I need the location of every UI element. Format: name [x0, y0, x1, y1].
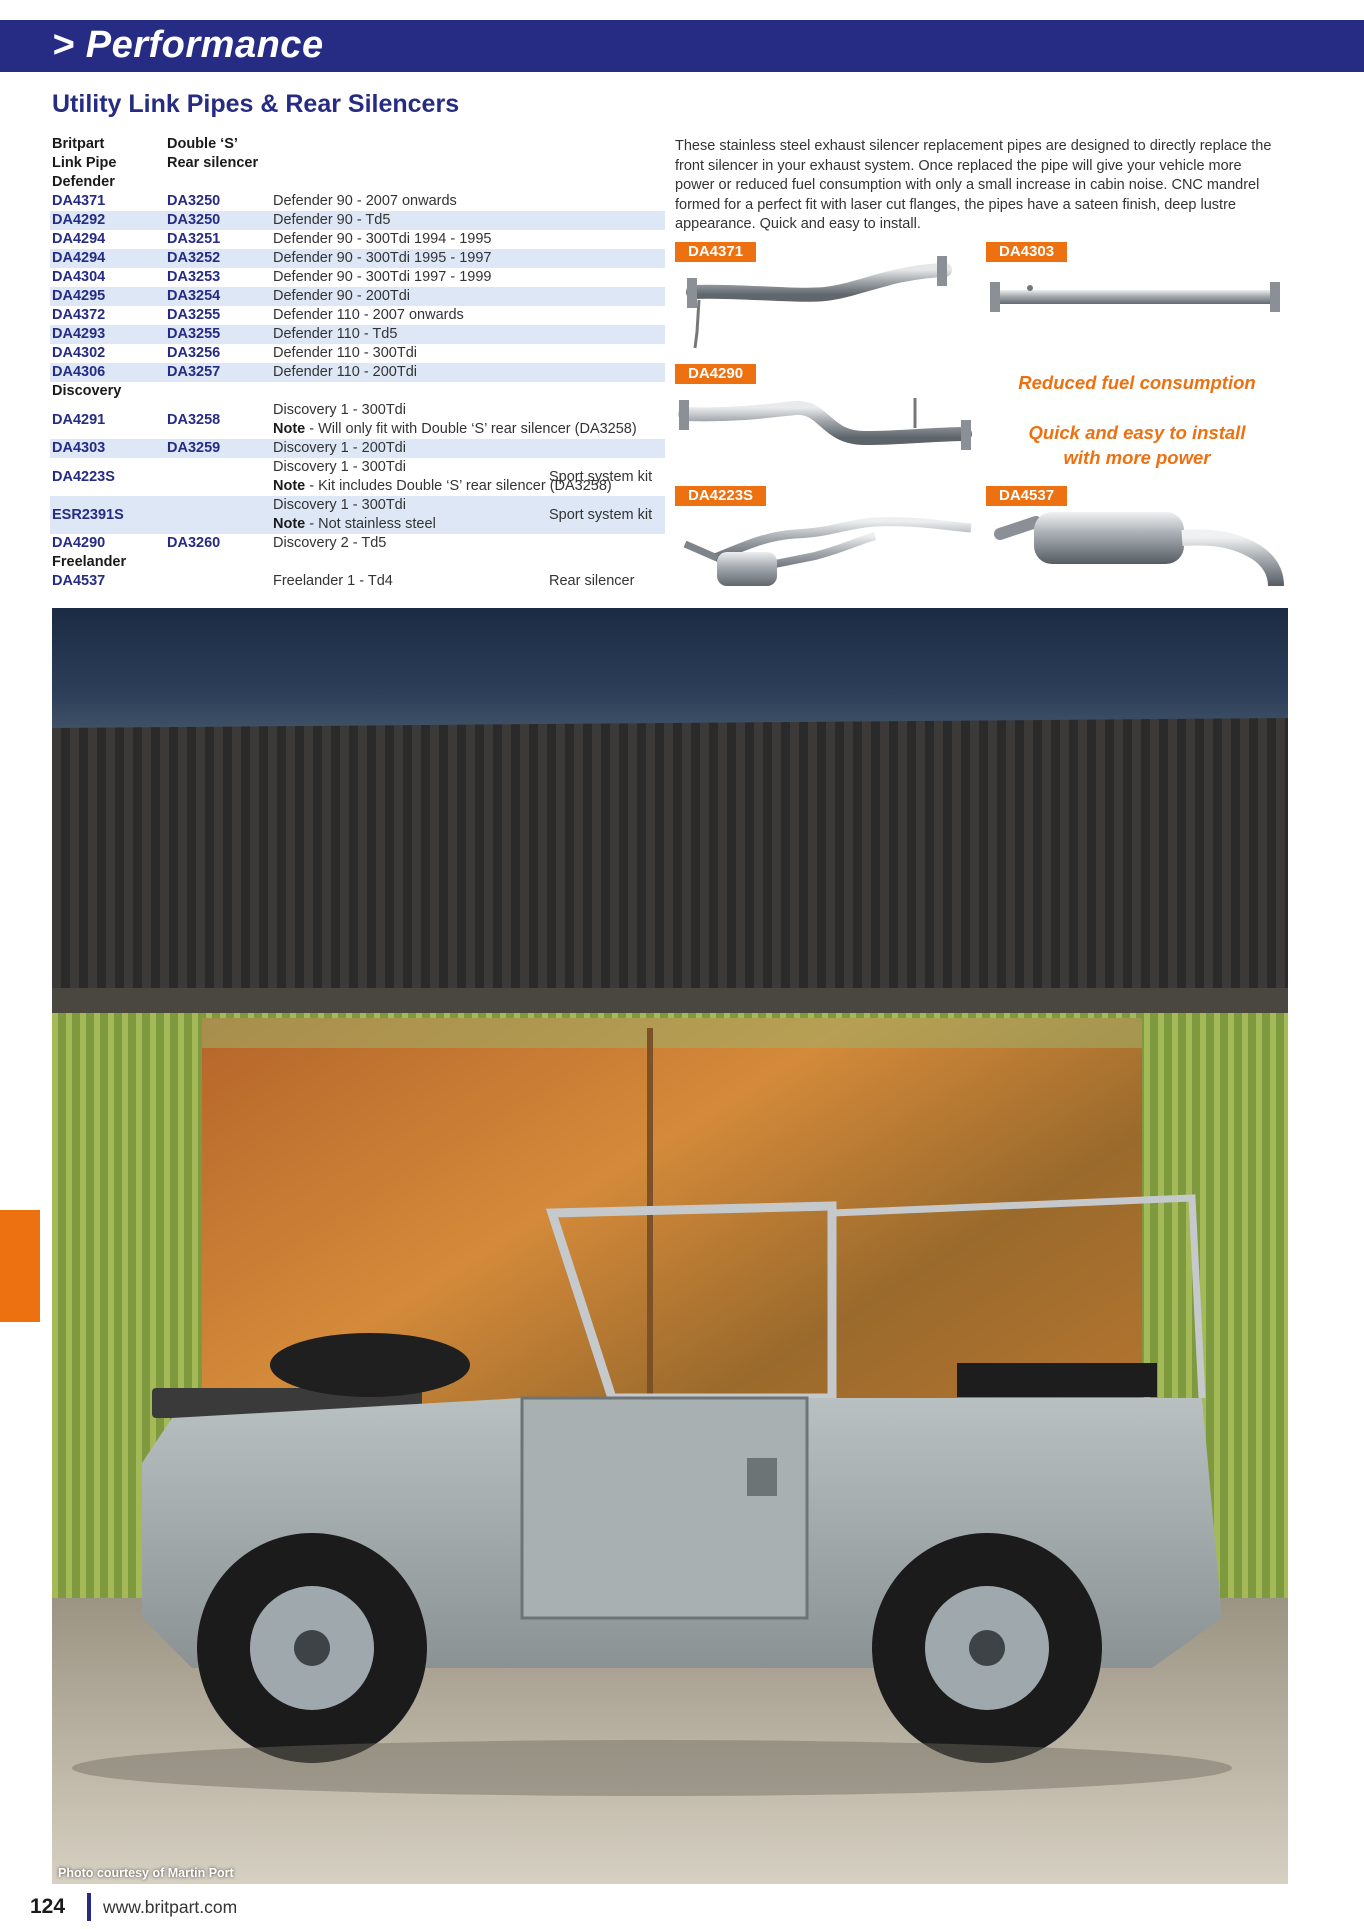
application-description [273, 211, 549, 230]
application-text: Defender 90 - 200Tdi [273, 288, 411, 304]
product-type: Rear silencer [549, 573, 635, 589]
link-pipe-part-number: DA4223S [52, 468, 115, 485]
application-description [273, 249, 549, 268]
table-row [50, 534, 665, 553]
application-description [273, 496, 549, 534]
note-line [273, 420, 637, 439]
application-description [273, 439, 549, 458]
intro-paragraph: These stainless steel exhaust silencer replacement pipes are designed to directly replace the front silencer in your exhaust system. Once replaced the pipe will give your vehicle more power or reduced fuel consumption with only a small increase in cabin noise. CNC mandrel formed for a perfect fit with laser cut flanges, the pipes have a sateen finish, deep lustre appearance. Quick and easy to install. [675, 138, 1272, 232]
table-row [50, 211, 665, 230]
application-text: Defender 90 - 300Tdi 1994 - 1995 [273, 231, 492, 247]
application-description [273, 534, 549, 553]
section-side-tab [0, 1210, 40, 1322]
rear-silencer-part-number: DA3252 [167, 250, 221, 266]
note-label: Note [273, 478, 306, 494]
product-tag: DA4537 [986, 486, 1067, 506]
table-row [50, 192, 665, 211]
rear-silencer-part-number: DA3253 [167, 269, 221, 285]
feature-quick-install [987, 420, 1287, 470]
group-label: Discovery [52, 383, 122, 399]
link-pipe-part-number: DA4292 [52, 212, 106, 228]
note-text: - Kit includes Double ‘S’ rear silencer (DA3258) [305, 478, 612, 494]
application-description [273, 344, 549, 363]
feature-quick-install-line1: Quick and easy to install [1028, 422, 1246, 443]
product-type: Sport system kit [549, 506, 653, 523]
rear-silencer-part-number: DA3257 [167, 364, 221, 380]
note-label: Note [273, 516, 306, 532]
feature-reduced-fuel: Reduced fuel consumption [1018, 372, 1256, 393]
link-pipe-part-number: DA4293 [52, 326, 106, 342]
link-pipe-part-number: DA4295 [52, 288, 106, 304]
product-tag: DA4371 [675, 242, 756, 262]
rear-silencer-part-number: DA3254 [167, 288, 221, 304]
application-text: Defender 110 - 300Tdi [273, 345, 418, 361]
rear-silencer-part-number: DA3251 [167, 231, 221, 247]
product-tag: DA4303 [986, 242, 1067, 262]
link-pipe-part-number: DA4290 [52, 535, 106, 551]
rear-silencer-image [986, 486, 1288, 596]
table-row [50, 363, 665, 382]
rear-silencer-part-number: DA3258 [167, 411, 221, 428]
link-pipe-part-number: DA4303 [52, 440, 106, 456]
product-tag: DA4223S [675, 486, 766, 506]
parts-table [50, 135, 665, 591]
note-text: - Not stainless steel [305, 516, 436, 532]
col-header-rear-silencer-line: Rear silencer [167, 155, 259, 171]
product-type: Sport system kit [549, 468, 653, 485]
col-header-rear-silencer [167, 135, 258, 173]
application-text: Defender 90 - 300Tdi 1997 - 1999 [273, 269, 492, 285]
application-description [273, 192, 549, 211]
table-row [50, 496, 665, 534]
product-da4537 [986, 486, 1288, 596]
table-body [50, 173, 665, 591]
application-text: Defender 90 - 2007 onwards [273, 193, 457, 209]
table-row [50, 572, 665, 591]
application-description [273, 363, 549, 382]
table-row [50, 458, 665, 496]
product-da4290 [675, 364, 975, 464]
table-row [50, 325, 665, 344]
footer-divider [87, 1893, 91, 1921]
table-row [50, 401, 665, 439]
footer-url[interactable]: www.britpart.com [103, 1897, 238, 1917]
rear-silencer-part-number: DA3255 [167, 326, 221, 342]
table-row [50, 344, 665, 363]
note-text: - Will only fit with Double ‘S’ rear silencer (DA3258) [305, 421, 637, 437]
col-header-rear-silencer-line: Double ‘S’ [167, 136, 238, 152]
link-pipe-part-number: DA4291 [52, 411, 106, 428]
table-row [50, 230, 665, 249]
link-pipe-part-number: DA4372 [52, 307, 106, 323]
application-description [273, 325, 549, 344]
table-row [50, 287, 665, 306]
application-description [273, 401, 637, 439]
application-text: Discovery 1 - 300Tdi [273, 402, 406, 418]
note-label: Note [273, 421, 306, 437]
application-text: Discovery 1 - 200Tdi [273, 440, 406, 456]
feature-quick-install-line2: with more power [1063, 447, 1211, 468]
link-pipe-part-number: DA4537 [52, 573, 106, 589]
product-tag: DA4290 [675, 364, 756, 384]
link-pipe-part-number: DA4371 [52, 193, 106, 209]
rear-silencer-part-number: DA3250 [167, 193, 221, 209]
col-header-link-pipe-line: Link Pipe [52, 155, 117, 171]
rear-silencer-part-number: DA3260 [167, 535, 221, 551]
table-row [50, 249, 665, 268]
product-da4371 [675, 242, 975, 352]
application-description [273, 306, 549, 325]
application-text: Defender 110 - 200Tdi [273, 364, 418, 380]
page-number: 124 [30, 1895, 66, 1918]
application-description [273, 287, 549, 306]
page-title: > Performance [52, 24, 324, 66]
link-pipe-part-number: ESR2391S [52, 506, 124, 523]
col-header-link-pipe [50, 135, 167, 173]
table-header-row [50, 135, 665, 173]
application-text: Defender 110 - Td5 [273, 326, 398, 342]
product-da4303 [986, 242, 1288, 332]
link-pipe-part-number: DA4294 [52, 250, 106, 266]
product-da4223s [675, 486, 975, 596]
link-pipe-part-number: DA4302 [52, 345, 106, 361]
link-pipe-image [675, 242, 975, 352]
photo-credit: Photo courtesy of Martin Port [58, 1866, 234, 1880]
group-label: Freelander [52, 554, 127, 570]
link-pipe-part-number: DA4294 [52, 231, 106, 247]
application-description [273, 572, 549, 591]
application-text: Discovery 1 - 300Tdi [273, 459, 406, 475]
application-text: Defender 90 - Td5 [273, 212, 391, 228]
link-pipe-part-number: DA4306 [52, 364, 106, 380]
land-rover-photo-image [52, 608, 1288, 1884]
link-pipe-image [675, 364, 975, 464]
col-header-link-pipe-line: Britpart [52, 136, 105, 152]
rear-silencer-part-number: DA3256 [167, 345, 221, 361]
table-row [50, 439, 665, 458]
application-text: Discovery 2 - Td5 [273, 535, 387, 551]
table-row [50, 306, 665, 325]
application-description [273, 230, 549, 249]
sport-exhaust-kit-image [675, 486, 975, 596]
group-label: Defender [52, 174, 115, 190]
rear-silencer-part-number: DA3255 [167, 307, 221, 323]
note-line [273, 515, 549, 534]
application-text: Defender 90 - 300Tdi 1995 - 1997 [273, 250, 492, 266]
application-description [273, 268, 549, 287]
application-text: Freelander 1 - Td4 [273, 573, 393, 589]
rear-silencer-part-number: DA3250 [167, 212, 221, 228]
table-row [50, 268, 665, 287]
link-pipe-part-number: DA4304 [52, 269, 106, 285]
section-title: Utility Link Pipes & Rear Silencers [52, 90, 460, 118]
rear-silencer-part-number: DA3259 [167, 440, 221, 456]
link-pipe-image [986, 242, 1288, 332]
application-text: Discovery 1 - 300Tdi [273, 497, 406, 513]
application-text: Defender 110 - 2007 onwards [273, 307, 464, 323]
hero-photo [52, 608, 1288, 1884]
note-line [273, 477, 612, 496]
